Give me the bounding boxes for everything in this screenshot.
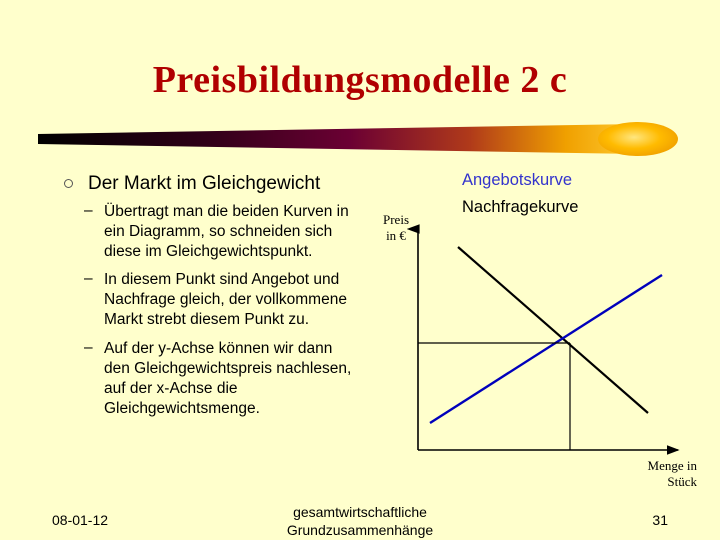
bullet-level2-item <box>48 339 358 420</box>
supply-curve <box>430 275 662 423</box>
footer-center <box>0 503 720 539</box>
dash-icon: – <box>84 201 93 219</box>
x-axis-label-line1: Menge in <box>647 458 697 473</box>
footer-center-line2: Grundzusammenhänge <box>286 522 434 539</box>
bullet-level2-text: In diesem Punkt sind Angebot und Nachfrage gleich, der vollkommene Markt strebt diesem Punkt zu. <box>104 271 347 329</box>
dash-icon: – <box>84 270 93 288</box>
decorative-comet-bar <box>38 122 678 156</box>
y-axis-label-line1: Preis <box>383 212 409 227</box>
bullet-dot-icon <box>64 179 73 188</box>
legend-angebotskurve: Angebotskurve <box>462 171 573 189</box>
bullet-level2-text: Übertragt man die beiden Kurven in ein Diagramm, so schneiden sich diese im Gleichgewichtspunkt. <box>104 202 349 261</box>
x-axis-label-line2: Stück <box>667 474 697 490</box>
footer-date: 08-01-12 <box>52 512 109 528</box>
supply-demand-chart <box>390 215 690 465</box>
footer-page-number: 31 <box>652 512 668 528</box>
bullet-level2-item <box>48 270 358 330</box>
y-axis-label-line2: in € <box>386 228 406 244</box>
bullet-list <box>48 172 358 427</box>
page-title: Preisbildungsmodelle 2 c <box>152 59 568 101</box>
dash-icon: – <box>84 338 93 356</box>
legend-nachfragekurve: Nachfragekurve <box>462 198 579 216</box>
bullet-level1 <box>48 172 358 196</box>
bullet-level2-text: Auf der y-Achse können wir dann den Gleichgewichtspreis nachlesen, auf der x-Achse die Gleichgewichtsmenge. <box>104 339 352 418</box>
footer-center-line1: gesamtwirtschaftliche <box>293 504 427 520</box>
bullet-level1-text: Der Markt im Gleichgewicht <box>88 173 321 194</box>
bullet-level2-item <box>48 202 358 262</box>
